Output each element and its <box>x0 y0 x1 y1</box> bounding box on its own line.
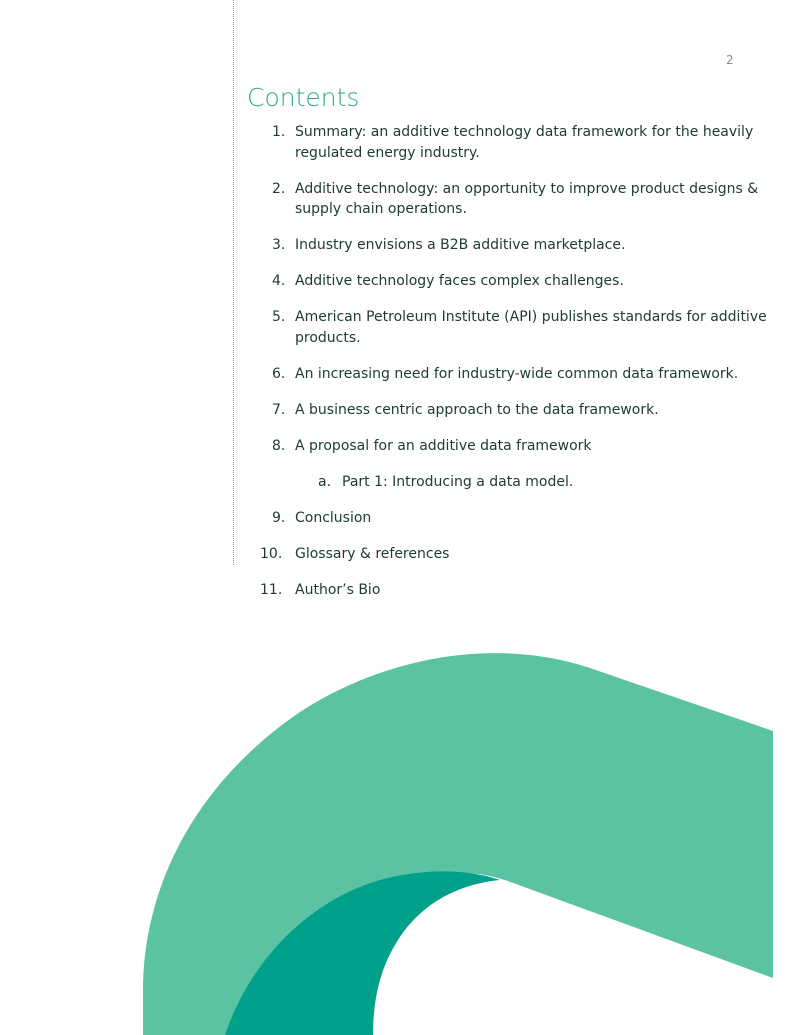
toc-item-text: Industry envisions a B2B additive marketplace. <box>295 237 626 253</box>
decorative-arc-graphic <box>0 630 800 1035</box>
toc-item-text: Summary: an additive technology data framework for the heavily regulated energy industry. <box>295 124 754 161</box>
toc-item-number: 2. <box>272 180 286 197</box>
toc-item-text: Additive technology: an opportunity to improve product designs & supply chain operations. <box>295 180 759 217</box>
toc-item-9 <box>260 508 800 529</box>
decorative-light-band <box>143 653 773 1035</box>
toc-item-text: Author’s Bio <box>295 581 381 598</box>
toc-item-1 <box>260 122 800 163</box>
toc-item-2 <box>260 179 800 220</box>
page-number: 2 <box>726 53 734 67</box>
toc-item-5 <box>260 307 800 348</box>
toc-item-6 <box>260 364 800 385</box>
toc-item-10 <box>260 544 800 565</box>
toc-item-number: 4. <box>272 273 286 289</box>
toc-item-number: 11. <box>260 581 283 598</box>
toc-item-8 <box>260 436 800 457</box>
table-of-contents <box>260 122 800 616</box>
toc-item-number: 1. <box>272 124 286 140</box>
toc-item-text: A proposal for an additive data framework <box>295 437 592 454</box>
toc-item-text: An increasing need for industry-wide common data framework. <box>295 365 739 382</box>
toc-item-11 <box>260 580 800 601</box>
toc-item-3 <box>260 235 800 256</box>
toc-subitem-8a <box>260 472 800 493</box>
page-title: Contents <box>247 83 360 112</box>
margin-dotted-rule <box>233 0 234 565</box>
toc-subitem-text: Part 1: Introducing a data model. <box>342 473 574 490</box>
toc-item-text: Conclusion <box>295 509 372 526</box>
toc-item-number: 10. <box>260 545 283 562</box>
toc-item-text: Glossary & references <box>295 545 450 562</box>
toc-subitem-letter: a. <box>318 473 332 490</box>
toc-item-number: 5. <box>272 309 286 325</box>
toc-item-text: American Petroleum Institute (API) publishes standards for additive products. <box>295 309 767 346</box>
toc-item-number: 8. <box>272 437 286 454</box>
toc-item-text: Additive technology faces complex challenges. <box>295 273 624 289</box>
toc-item-number: 9. <box>272 509 286 526</box>
toc-item-text: A business centric approach to the data framework. <box>295 401 659 418</box>
toc-item-number: 3. <box>272 237 286 253</box>
toc-item-number: 7. <box>272 401 286 418</box>
toc-item-4 <box>260 271 800 292</box>
toc-item-7 <box>260 400 800 421</box>
toc-item-number: 6. <box>272 365 286 382</box>
